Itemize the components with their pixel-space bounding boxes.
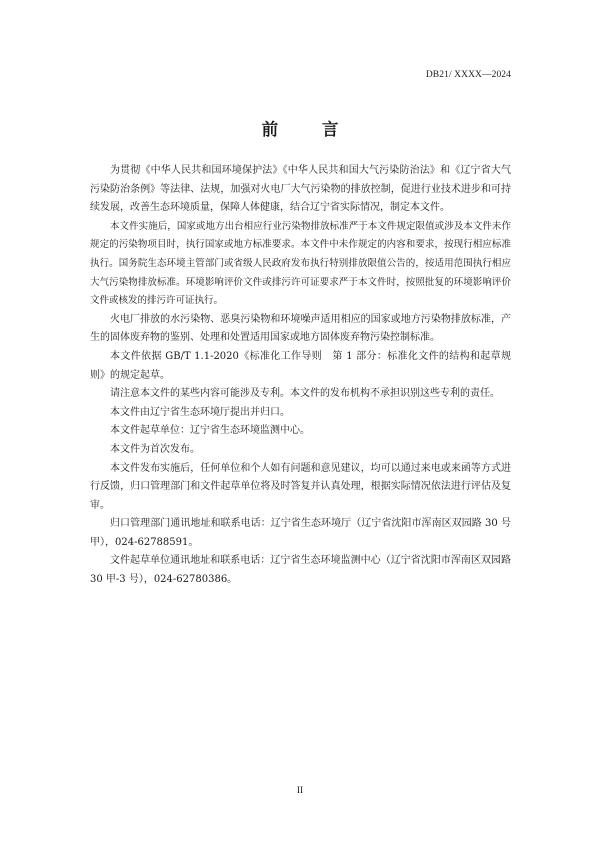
paragraph-implementation: 本文件实施后，国家或地方出台相应行业污染物排放标准严于本文件规定限值或涉及本文件未作规定的污染物项目时，执行国家或地方标准要求。本文件中未作规定的内容和要求，按现行相应标准执行。国务院生态环境主管部门或省级人民政府发布执行特别排放限值公告的，按适用范围执行相应大气污染物排放标准。环境影响评价文件或排污许可证要求严于本文件时，按照批复的环境影响评价文件或核发的排污许可证执行。 bbox=[90, 220, 511, 307]
paragraph-first-release: 本文件为首次发布。 bbox=[110, 443, 200, 455]
paragraph-other-pollutants: 火电厂排放的水污染物、恶臭污染物和环境噪声适用相应的国家或地方污染物排放标准，产生的固体废弃物的鉴别、处理和处置适用国家或地方固体废弃物污染控制标准。 bbox=[90, 313, 511, 344]
page-title: 前 言 bbox=[261, 120, 358, 139]
paragraph-drafter-contact: 文件起草单位通讯地址和联系电话：辽宁省生态环境监测中心（辽宁省沈阳市浑南区双园路 30 甲-3 号），024-62780386。 bbox=[90, 555, 511, 586]
standard-code: DB21/ XXXX—2024 bbox=[425, 70, 511, 80]
paragraph-feedback: 本文件发布实施后，任何单位和个人如有问题和意见建议，均可以通过来电或来函等方式进行反馈，归口管理部门和文件起草单位将及时答复并认真处理，根据实际情况依法进行评估及复审。 bbox=[90, 462, 511, 511]
paragraph-drafting-rules: 本文件依据 GB/T 1.1-2020《标准化工作导则 第 1 部分：标准化文件的结构和起草规则》的规定起草。 bbox=[90, 350, 511, 381]
paragraph-proposer: 本文件由辽宁省生态环境厅提出并归口。 bbox=[110, 406, 290, 418]
foreword-body bbox=[90, 162, 511, 590]
paragraph-purpose: 为贯彻《中华人民共和国环境保护法》《中华人民共和国大气污染防治法》和《辽宁省大气污染防治条例》等法律、法规，加强对火电厂大气污染物的排放控制，促进行业技术进步和可持续发展，改善生态环境质量，保障人体健康，结合辽宁省实际情况，制定本文件。 bbox=[90, 165, 511, 214]
paragraph-drafting-unit: 本文件起草单位：辽宁省生态环境监测中心。 bbox=[110, 425, 310, 437]
paragraph-authority-contact: 归口管理部门通讯地址和联系电话：辽宁省生态环境厅（辽宁省沈阳市浑南区双园路 30 号甲），024-62788591。 bbox=[90, 518, 511, 548]
paragraph-patent-notice: 请注意本文件的某些内容可能涉及专利。本文件的发布机构不承担识别这些专利的责任。 bbox=[110, 388, 500, 400]
page-number: II bbox=[296, 786, 304, 796]
